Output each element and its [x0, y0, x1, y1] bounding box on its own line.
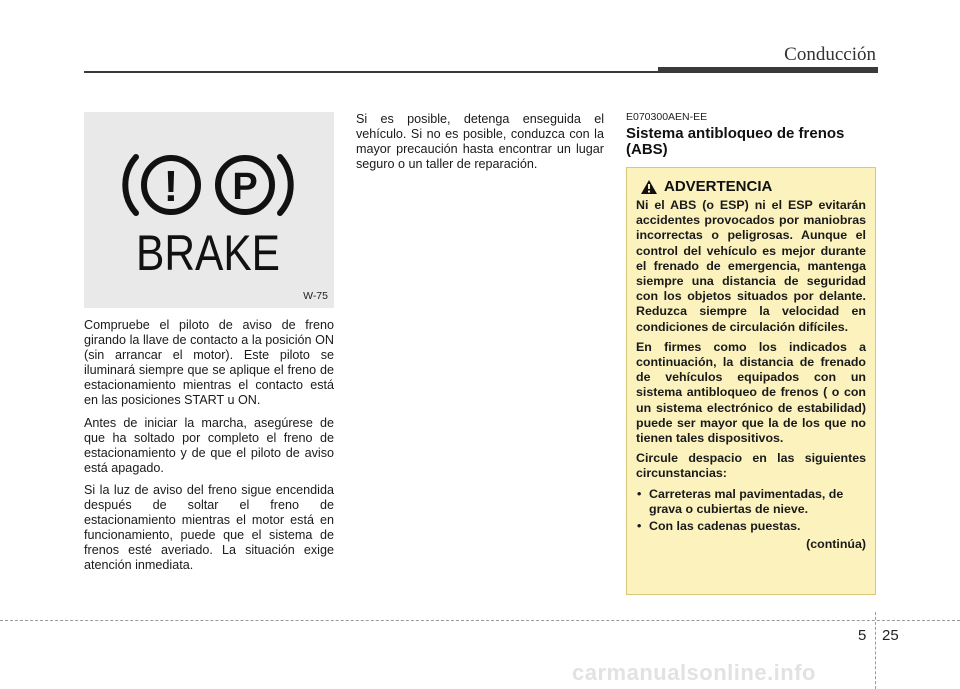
paragraph: Compruebe el piloto de aviso de freno girando la llave de contacto a la posición ON (sin arrancar el motor). Este piloto se iluminará siempre que se aplique el freno de estacionamiento mientras el contacto está en las posiciones START u ON. — [84, 318, 334, 408]
watermark: carmanualsonline.info — [572, 660, 816, 685]
warning-triangle-icon — [640, 179, 658, 195]
paragraph: Si la luz de aviso del freno sigue encendida después de soltar el freno de estacionamiento mientras el motor está en funcionamiento, puede que el sistema de frenos esté averiado. La situación exige atención inmediata. — [84, 482, 334, 573]
chapter-number: 5 — [858, 627, 867, 644]
page-number: 25 — [882, 627, 899, 644]
warning-paragraph: Circule despacio en las siguientes circunstancias: — [636, 451, 866, 481]
warning-header — [640, 178, 866, 195]
brake-warning-figure — [84, 112, 334, 308]
continued-note: (continúa) — [806, 537, 866, 552]
warning-list — [636, 487, 866, 535]
paragraph: Antes de iniciar la marcha, asegúrese de que ha soltado por completo el freno de estacionamiento y de que el piloto de aviso está apagado. — [84, 415, 334, 475]
warning-paragraph: En firmes como los indicados a continuación, la distancia de frenado de vehículos equipados con un sistema antibloqueo de frenos ( o con un sistema electrónico de estabilidad) puede ser mayor que la de los que no tienen tales dispositivos. — [636, 339, 866, 446]
figure-label: W-75 — [303, 290, 328, 302]
brake-word: BRAKE — [136, 225, 280, 281]
section-code: E070300AEN-EE — [626, 111, 708, 123]
exclamation-symbol: ! — [163, 162, 179, 211]
text-column-2 — [356, 112, 604, 179]
header-rule-thick — [658, 67, 878, 73]
warning-box — [626, 167, 876, 595]
footer-rule — [0, 620, 960, 621]
warning-heading: ADVERTENCIA — [664, 178, 773, 195]
brake-warning-light-icon — [84, 112, 334, 308]
header-rule — [84, 71, 664, 73]
warning-paragraph: Ni el ABS (o ESP) ni el ESP evitarán accidentes provocados por maniobras incorrectas o peligrosas. Aunque el control del vehículo es mejor durante el frenado de emergencia, mantenga siempre una distancia de seguridad con los objetos situados por delante. Reduzca siempre la velocidad en condiciones de circulación difíciles. — [636, 198, 866, 334]
header-title: Conducción — [784, 44, 876, 65]
text-column-1 — [84, 318, 334, 581]
section-title: Sistema antibloqueo de frenos (ABS) — [626, 125, 845, 158]
list-item: • Carreteras mal pavimentadas, de grava o cubiertas de nieve. — [636, 487, 866, 517]
paragraph: Si es posible, detenga enseguida el vehículo. Si no es posible, conduzca con la mayor precaución hasta encontrar un lugar seguro o un taller de reparación. — [356, 112, 604, 172]
parking-symbol: P — [232, 166, 258, 208]
footer-divider — [875, 612, 876, 689]
warning-body — [636, 198, 866, 552]
list-item: • Con las cadenas puestas. — [636, 519, 866, 534]
